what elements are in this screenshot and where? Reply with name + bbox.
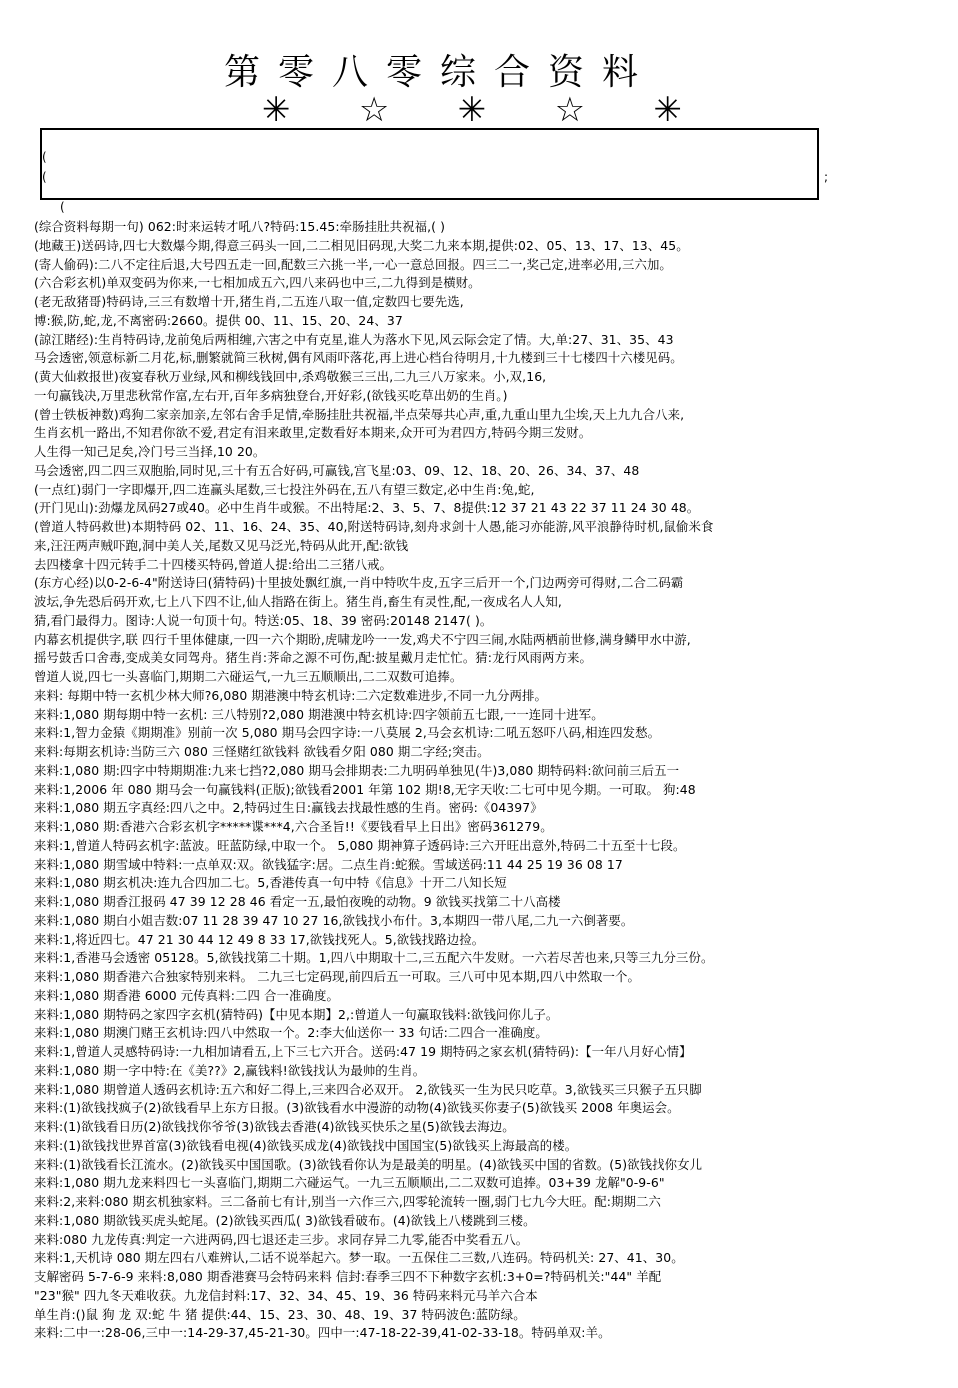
text-line: (六合彩玄机)单双变码为你来,一七相加成五六,四八来码也中三,二九得到是横财。 bbox=[34, 275, 481, 291]
text-line: 来料: 每期中特一玄机少林大师?6,080 期港澳中特玄机诗:二六定数难进步,不同一九分两排。 bbox=[34, 687, 547, 703]
text-line: 波坛,争先恐后码开欢,七上八下四不让,仙人指路在街上。猪生肖,畜生有灵性,配,一夜成名人人知, bbox=[34, 594, 562, 609]
text-line: 曾道人说,四七一头喜临门,期期二六碰运气,一九三五顺顺出,二二双数可追捧。 bbox=[34, 669, 463, 684]
text-line: (黄大仙救报世)夜宴春秋万业绿,风和柳线钱回中,杀鸡敬猴三三出,二九三八万家来。小,双,16, bbox=[34, 369, 547, 384]
text-line: 来料:(1)欲钱找疯子(2)欲钱看早上东方日报。(3)欲钱看水中漫游的动物(4)欲钱买你妻子(5)欲钱买 2008 年奥运会。 bbox=[34, 1100, 680, 1116]
text-line: (开门见山):劲爆龙凤码27或40。必中生肖牛或猴。不出特尾:2、3、5、7、8提供:12 37 21 43 22 37 11 24 30 48。 bbox=[34, 500, 700, 516]
text-line: 生肖玄机一路出,不知君你欲不爱,君定有泪来敢里,定数看好本期来,众开可为君四方,特码今期三发财。 bbox=[34, 425, 592, 441]
page-title: 第零八零综合资料 bbox=[223, 52, 656, 93]
text-line: (综合资料每期一句) 062:时来运转才吼八?特码:15.45:牵肠挂肚共祝福,( ) bbox=[34, 219, 446, 234]
text-line: (地藏王)送码诗,四七大数爆今期,得意三码头一回,二二相见旧码现,大奖二九来本期,提供:02、05、13、17、13、45。 bbox=[34, 237, 689, 253]
text-line: 来料:1,080 期每期中特一玄机: 三八特别?2,080 期港澳中特玄机诗:四字领前五七跟,一一连同十进军。 bbox=[34, 706, 604, 722]
text-line: 内幕玄机提供字,联 四行千里体健康,一四一六个期盼,虎啸龙吟一一发,鸡犬不宁四三闹,水陆两栖前世修,满身鳞甲水中游, bbox=[34, 631, 691, 647]
text-line: 来料:1,080 期欲钱买虎头蛇尾。(2)欲钱买西瓜( 3)欲钱看破布。(4)欲钱上八楼跳到三楼。 bbox=[34, 1212, 536, 1228]
text-line: 来料:(1)欲钱找世界首富(3)欲钱看电视(4)欲钱买成龙(4)欲钱找中国国宝(5)欲钱买上海最高的楼。 bbox=[34, 1137, 578, 1153]
text-line: 来料:1,080 期五字真经:四八之中。2,特码过生日:赢钱去找最性感的生肖。密码:《04397》 bbox=[34, 800, 543, 816]
text-line: 来料:1,080 期香港六合独家特别来料。 二九三七定码现,前四后五一可取。三八可中见本期,四八中然取一个。 bbox=[34, 969, 640, 984]
text-line: 来料:1,080 期香港 6000 元传真料:二四 合一准确度。 bbox=[34, 987, 339, 1003]
text-line: 马会透密,领意标新二月花,标,删繁就简三秋树,偶有风雨吓落花,再上进心档台待明月,十九楼到三十七楼四十六楼见码。 bbox=[34, 350, 683, 366]
text-line: 来料:1,080 期澳门赌王玄机诗:四八中然取一个。2:李大仙送你一 33 句话:二四合一准确度。 bbox=[34, 1025, 548, 1041]
text-line: 单生肖:()鼠 狗 龙 双:蛇 牛 猪 提供:44、15、23、30、48、19、37 特码波色:蓝防绿。 bbox=[34, 1306, 526, 1322]
text-line: 来,汪汪两声贼吓跑,洞中美人关,尾数又见马泛光,特码从此开,配:欲钱 bbox=[34, 537, 409, 553]
text-line: 支解密码 5-7-6-9 来料:8,080 期香港赛马会特码来料 信封:春季三四不下种数字玄机:3+0=?特码机关:"44" 羊配 bbox=[34, 1269, 662, 1284]
text-line: 来料:1,智力金猿《期期准》别前一次 5,080 期马会四字诗:一八莫展 2,马会玄机诗:二吼五怒吓八码,相连四发愁。 bbox=[34, 725, 661, 741]
text-line: 来料:1,080 期雪域中特料:一点单双:双。欲钱猛字:居。二点生肖:蛇猴。雪域送码:11 44 25 19 36 08 17 bbox=[34, 856, 623, 872]
text-line: 去四楼拿十四元转手二十四楼买特码,曾道人提:给出二三猪八戒。 bbox=[34, 556, 393, 572]
text-line: 来料:1,080 期白小姐吉数:07 11 28 39 47 10 27 16,欲钱找小布什。3,本期四一带八尾,二九一六倒著要。 bbox=[34, 912, 634, 928]
text-line: (曾士铁板神数)鸡狗二家亲加亲,左邻右舍手足情,牵肠挂肚共祝福,半点荣辱共心声,重,九重山里九尘埃,天上九九合八来, bbox=[34, 406, 685, 422]
content-lines bbox=[34, 218, 939, 1343]
text-line: 来料:1,080 期:四字中特期期准:九来七挡?2,080 期马会排期表:二九明码单独见(牛)3,080 期特码料:欲问前三后五一 bbox=[34, 762, 680, 778]
text-line: (老无敌猪哥)特码诗,三三有数增十开,猪生肖,二五连八取一值,定数四七要先选, bbox=[34, 294, 464, 309]
text-line: "23"猴" 四九冬天难收获。九龙信封料:17、32、34、45、19、36 特码来料元马羊六合本 bbox=[34, 1287, 538, 1303]
text-line: (东方心经)以0-2-6-4"附送诗曰(猜特码)十里披处飘红旗,一肖中特吹牛皮,五字三后开一个,门边两旁可得财,二合二码霸 bbox=[34, 575, 684, 591]
text-line: 博:猴,防,蛇,龙,不离密码:2660。提供 00、11、15、20、24、37 bbox=[34, 312, 403, 328]
text-line: 来料:1,080 期:香港六合彩玄机字*****谍***4,六合圣旨!!《要钱看早上日出》密码361279。 bbox=[34, 819, 553, 834]
outline-star-icon: ☆ bbox=[554, 90, 586, 130]
text-line: 来料:080 九龙传真:判定一六进两码,四七退还走三步。求同存异二九零,能否中奖看五八。 bbox=[34, 1231, 529, 1247]
text-line: 人生得一知己足矣,冷门号三当择,10 20。 bbox=[34, 444, 266, 459]
text-line: (諒江賭经):生肖特码诗,龙前兔后两相缠,六害之中有克星,谁人为落水下见,风云际会定了情。大,单:27、31、35、43 bbox=[34, 331, 674, 347]
asterisk-star-icon: ✳ bbox=[457, 90, 487, 130]
text-line: 来料:每期玄机诗:当防三六 080 三怪赌红欲钱料 欲钱看夕阳 080 期二字经;突击。 bbox=[34, 744, 490, 759]
text-line: 摇号鼓舌口舍毒,变成美女同驾舟。猪生肖:荠命之源不可伤,配:披星戴月走忙忙。猜:龙行风雨两方来。 bbox=[34, 650, 592, 666]
asterisk-star-icon: ✳ bbox=[262, 90, 291, 130]
text-line: 来料:1,天机诗 080 期左四右八难辨认,二话不说举起六。梦一取。一五保住二三数,八连码。特码机关: 27、41、30。 bbox=[34, 1250, 684, 1266]
text-line: (一点红)弱门一字即爆开,四二连赢头尾数,三七投注外码在,五八有望三数定,必中生肖:兔,蛇, bbox=[34, 481, 535, 497]
box-left-bracket: ( bbox=[42, 150, 47, 164]
text-line: 来料:二中一:28-06,三中一:14-29-37,45-21-30。四中一:47-18-22-39,41-02-33-18。特码单双:羊。 bbox=[34, 1325, 611, 1341]
star-divider bbox=[262, 90, 682, 130]
asterisk-star-icon: ✳ bbox=[653, 90, 682, 130]
text-line: 来料:1,将近四七。47 21 30 44 12 49 8 33 17,欲钱找死人。5,欲钱找路边捡。 bbox=[34, 931, 485, 947]
text-line: 来料:1,080 期特码之家四字玄机(猜特码)【中见本期】2,:曾道人一句赢取钱料:欲钱问你儿子。 bbox=[34, 1006, 559, 1022]
text-line: 来料:2,来料:080 期玄机独家料。三二备前七有计,别当一六作三六,四零轮流转一圈,弱门七九今大旺。配:期期二六 bbox=[34, 1194, 662, 1209]
text-line: (寄人偷码):二八不定往后退,大号四五走一回,配数三六挑一半,一心一意总回报。四三二一,奖己定,进率必用,三六加。 bbox=[34, 256, 672, 272]
box-bottom-bracket: ( bbox=[60, 200, 65, 214]
text-line: 来料:1,香港马会透密 05128。5,欲钱找第二十期。1,四八中期取十二,三五配六牛发财。一六若尽苦也来,只等三九分三份。 bbox=[34, 950, 714, 966]
text-line: 马会透密,四二四三双胞胎,同时见,三十有五合好码,可赢钱,宫飞星:03、09、12、18、20、26、34、37、48 bbox=[34, 462, 640, 478]
text-line: 来料:1,080 期一字中特:在《美??》2,赢钱料!欲钱找认为最帅的生肖。 bbox=[34, 1062, 426, 1078]
text-line: 来料:1,080 期香江报码 47 39 12 28 46 看定一五,最怕夜晚的动物。9 欲钱买找第二十八高楼 bbox=[34, 894, 561, 909]
text-line: 来料:1,曾道人灵感特码诗:一九相加请看五,上下三七六开合。送码:47 19 期特码之家玄机(猜特码):【一年八月好心情】 bbox=[34, 1044, 692, 1059]
text-line: 来料:1,2006 年 080 期马会一句赢钱料(正版);欲钱看2001 年第 102 期!8,无字天收:二七可中见今期。一可取。 狗:48 bbox=[34, 781, 696, 797]
text-line: 来料:1,080 期曾道人透码玄机诗:五六和好二得上,三来四合必双开。 2,欲钱买一生为民只吃草。3,欲钱买三只猴子五只脚 bbox=[34, 1081, 702, 1097]
text-line: 来料:1,080 期九龙来料四七一头喜临门,期期二六碰运气。一九三五顺顺出,二二双数可追捧。03+39 龙解"0-9-6" bbox=[34, 1175, 665, 1191]
text-line: 一句赢钱决,万里悲秋常作富,左右开,百年多病独登台,开好彩,(欲钱买吃草出奶的生肖。) bbox=[34, 387, 508, 403]
text-line: (曾道人特码救世)本期特码 02、11、16、24、35、40,附送特码诗,刻舟求剑十人愚,能习亦能游,风平浪静待时机,鼠偷米食 bbox=[34, 519, 714, 534]
text-line: 来料:(1)欲钱看日历(2)欲钱找你爷爷(3)欲钱去香港(4)欲钱买快乐之星(5)欲钱去海边。 bbox=[34, 1119, 515, 1134]
box-right-mark: ; bbox=[824, 170, 829, 184]
text-line: 猜,看门最得力。图诗:人说一句顶十句。特送:05、18、39 密码:20148 2147( )。 bbox=[34, 612, 493, 628]
text-line: 来料:(1)欲钱看长江流水。(2)欲钱买中国国歌。(3)欲钱看你认为是最美的明星。(4)欲钱买中国的省数。(5)欲钱找你女儿 bbox=[34, 1156, 703, 1172]
box-left-bracket: ( bbox=[42, 170, 47, 184]
text-line: 来料:1,曾道人特码玄机字:蓝波。旺蓝防绿,中取一个。 5,080 期神算子透码诗:三六开旺出意外,特码二十五至十七段。 bbox=[34, 837, 686, 853]
outline-star-icon: ☆ bbox=[358, 90, 390, 130]
text-line: 来料:1,080 期玄机决:连九合四加二七。5,香港传真一句中特《信息》十开二八知长短 bbox=[34, 875, 507, 891]
blank-notice-box bbox=[40, 128, 819, 200]
